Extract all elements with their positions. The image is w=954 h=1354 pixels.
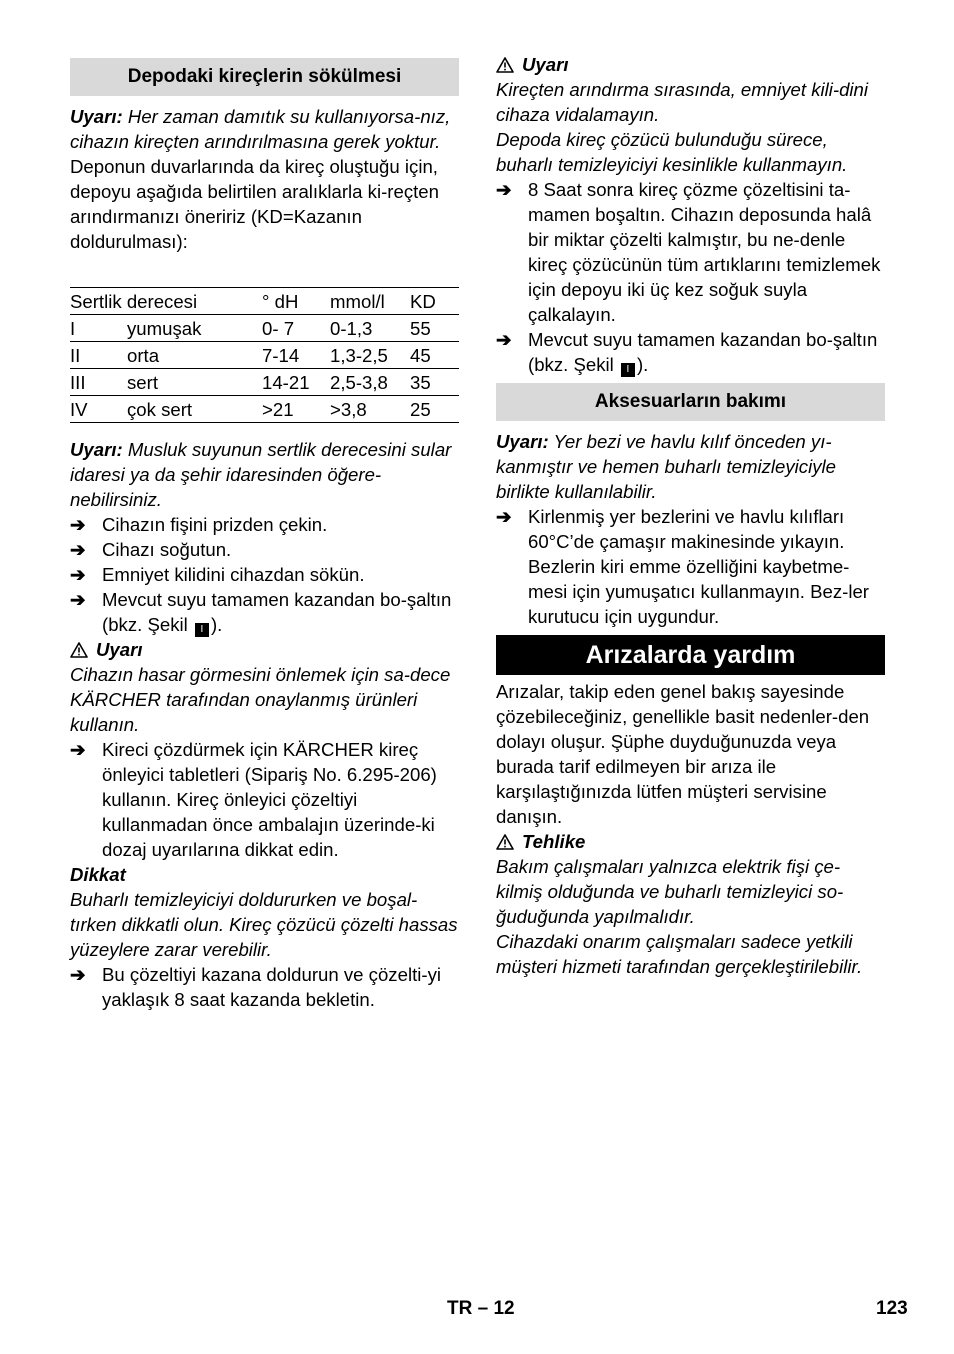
figure-ref-badge: I — [195, 623, 209, 637]
table-cell: I — [70, 317, 76, 339]
danger-heading: Tehlike — [496, 829, 885, 854]
section-title-troubleshooting: Arızalarda yardım — [496, 635, 885, 675]
table-header-row — [70, 288, 459, 315]
table-row — [70, 396, 459, 423]
arrow-right-icon: ➔ — [70, 739, 86, 760]
table-cell: 0-1,3 — [330, 317, 373, 339]
table-cell: 7-14 — [262, 344, 300, 366]
danger-text: Bakım çalışmaları yalnızca elektrik fişi çe-kilmiş olduğunda ve buharlı temizleyici so-ğuduğunda yapılmalıdır. Cihazdaki onarım çalışmaları sadece yetkili müşteri hizmeti tarafından gerçekleştirilebilir. — [496, 856, 863, 977]
table-header-cell: mmol/l — [330, 290, 385, 312]
table-cell: 45 — [410, 344, 431, 366]
table-cell: orta — [127, 344, 160, 366]
intro-paragraph: Deponun duvarlarında da kireç oluştuğu için, depoyu aşağıda belirtilen aralıklarla ki-reçten arındırmanızı öneririz (KD=Kazanın doldurulması): — [70, 156, 439, 252]
caution-heading: Dikkat — [70, 864, 126, 885]
arrow-right-icon: ➔ — [496, 179, 512, 200]
table-cell: 55 — [410, 317, 431, 339]
note-distilled-water: Uyarı: Her zaman damıtık su kullanıyorsa-nız, cihazın kireçten arındırılmasına gerek yoktur. — [70, 106, 451, 152]
warning-heading: Uyarı — [496, 52, 885, 77]
table-header-cell: ° dH — [262, 290, 299, 312]
table-row — [70, 315, 459, 342]
table-cell: >21 — [262, 398, 294, 420]
warning-heading: Uyarı — [70, 637, 459, 662]
step-unplug: ➔ Cihazın fişini prizden çekin. — [70, 514, 328, 535]
step-use-tablets: ➔ Kireci çözdürmek için KÄRCHER kireç önleyici tabletleri (Sipariş No. 6.295-206) kullanın. Kireç önleyici çözeltiyi kullanmadan önce ambalajın üzerinde-ki dozaj uyarılarına dikkat edin. — [70, 739, 437, 860]
section-title-accessories: Aksesuarların bakımı — [496, 383, 885, 421]
table-cell: 35 — [410, 371, 431, 393]
step-empty-solution: ➔ 8 Saat sonra kireç çözme çözeltisini ta-mamen boşaltın. Cihazın deposunda halâ bir miktar çözelti kalmıştır, bu ne-denle kireç çözücünün tüm artıklarını temizlemek için depoyu iki üç kez soğuk suyla çalkalayın. — [496, 179, 881, 325]
table-cell: II — [70, 344, 81, 366]
table-row — [70, 342, 459, 369]
right-column — [496, 52, 885, 979]
step-remove-lock: ➔ Emniyet kilidini cihazdan sökün. — [70, 564, 365, 585]
step-wash-cloths: ➔ Kirlenmiş yer bezlerini ve havlu kılıfları 60°C’de çamaşır makinesinde yıkayın. Bezlerin kiri emme özelliğini kaybetme-mesi için yumuşatıcı kullanmayın. Bez-ler kurutucu için uygundur. — [496, 506, 869, 627]
table-header-cell: KD — [410, 290, 436, 312]
arrow-right-icon: ➔ — [70, 964, 86, 985]
arrow-right-icon: ➔ — [70, 564, 86, 585]
arrow-right-icon: ➔ — [70, 539, 86, 560]
table-cell: 1,3-2,5 — [330, 344, 388, 366]
table-cell: >3,8 — [330, 398, 367, 420]
table-cell: IV — [70, 398, 88, 420]
note-water-hardness: Uyarı: Musluk suyunun sertlik derecesini sular idaresi ya da şehir idaresinden öğere-nebilirsiniz. — [70, 439, 452, 510]
arrow-right-icon: ➔ — [70, 589, 86, 610]
table-cell: çok sert — [127, 398, 193, 420]
footer-section-label: TR – 12 — [447, 1298, 515, 1319]
note-cloths: Uyarı: Yer bezi ve havlu kılıf önceden yı-kanmıştır ve hemen buharlı temizleyiciyle birlikte kullanılabilir. — [496, 431, 836, 502]
step-drain-boiler: ➔ Mevcut suyu tamamen kazandan bo-şaltın (bkz. Şekil I ). — [70, 589, 452, 635]
warning-text: Cihazın hasar görmesini önlemek için sa-dece KÄRCHER tarafından onaylanmış ürünleri kullanın. — [70, 664, 451, 735]
hardness-table — [70, 287, 459, 423]
table-row — [70, 369, 459, 396]
warning-triangle-icon — [496, 834, 514, 850]
left-column — [70, 52, 459, 1012]
step-cool-down: ➔ Cihazı soğutun. — [70, 539, 232, 560]
warning-triangle-icon — [496, 57, 514, 73]
figure-ref-badge: I — [621, 363, 635, 377]
page-number: 123 — [876, 1298, 908, 1319]
warning-text: Kireçten arındırma sırasında, emniyet kili-dini cihaza vidalamayın. Depoda kireç çözücü bulunduğu sürece, buharlı temizleyiciyi kesinlikle kullanmayın. — [496, 79, 869, 175]
table-cell: III — [70, 371, 86, 393]
warning-triangle-icon — [70, 642, 88, 658]
section-title-descaling: Depodaki kireçlerin sökülmesi — [70, 58, 459, 96]
step-fill-solution: ➔ Bu çözeltiyi kazana doldurun ve çözelti-yi yaklaşık 8 saat kazanda bekletin. — [70, 964, 441, 1010]
table-cell: 25 — [410, 398, 431, 420]
troubleshooting-intro: Arızalar, takip eden genel bakış sayesinde çözebileceğiniz, genellikle basit nedenler-den dolayı oluşur. Şüphe duyduğunuzda veya burada tarif edilmeyen bir arıza ile karşılaştığınızda lütfen müşteri servisine danışın. — [496, 681, 870, 827]
table-cell: sert — [127, 371, 158, 393]
arrow-right-icon: ➔ — [70, 514, 86, 535]
step-drain-boiler: ➔ Mevcut suyu tamamen kazandan bo-şaltın (bkz. Şekil I ). — [496, 329, 878, 375]
table-header-cell: Sertlik derecesi — [70, 290, 198, 312]
caution-text: Buharlı temizleyiciyi doldururken ve boşal-tırken dikkatli olun. Kireç çözücü çözelti hassas yüzeylere zarar verebilir. — [70, 889, 458, 960]
arrow-right-icon: ➔ — [496, 329, 512, 350]
table-cell: yumuşak — [127, 317, 202, 339]
table-cell: 14-21 — [262, 371, 310, 393]
table-cell: 2,5-3,8 — [330, 371, 388, 393]
arrow-right-icon: ➔ — [496, 506, 512, 527]
table-cell: 0- 7 — [262, 317, 295, 339]
